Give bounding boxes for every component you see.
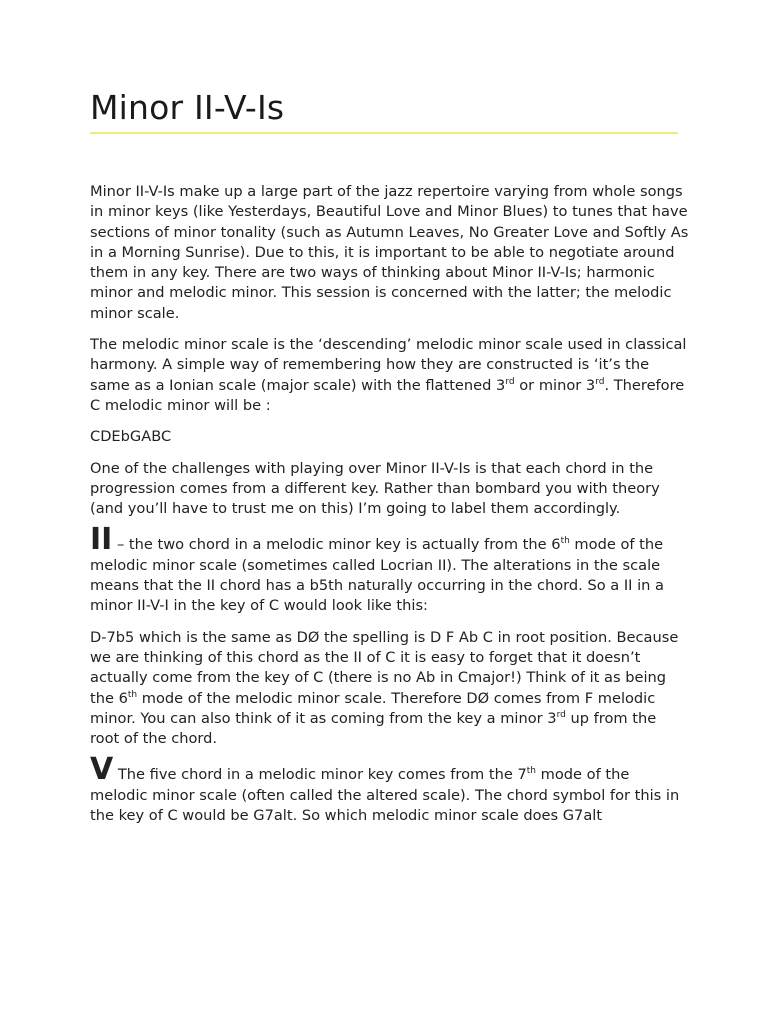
superscript: th	[526, 766, 536, 777]
document-title: Minor II-V-Is	[90, 88, 285, 127]
superscript: rd	[556, 709, 566, 720]
text-run: The melodic minor scale is the ‘descending’ melodic minor scale used in classical harmony. A simple way of remembering how they are constructed is ‘it’s the same as a Ionian scale (major scale) with the flattened 3	[90, 336, 687, 394]
ii-heading: II	[90, 522, 113, 558]
half-diminished-paragraph	[90, 628, 690, 750]
text-run: mode of the melodic minor scale (often called the altered scale). The chord symbol for this in the key of C would be G7alt. So which melodic minor scale does G7alt	[90, 766, 680, 825]
challenges-paragraph: One of the challenges with playing over Minor II-V-Is is that each chord in the progression comes from a different key. Rather than bombard you with theory (and you’ll have to trust me on this) I’m going to label them accordingly.	[90, 459, 660, 518]
document-body	[90, 182, 690, 837]
superscript: rd	[595, 376, 605, 387]
scale-notes: CDEbGABC	[90, 428, 172, 446]
superscript: th	[560, 536, 570, 547]
superscript: rd	[505, 376, 515, 387]
intro-paragraph: Minor II-V-Is make up a large part of the jazz repertoire varying from whole songs in minor keys (like Yesterdays, Beautiful Love and Minor Blues) to tunes that have sections of minor tonality (such as Autumn Leaves, No Greater Love and Softly As in a Morning Sunrise). Due to this, it is important to be able to negotiate around them in any key. There are two ways of thinking about Minor II-V-Is; harmonic minor and melodic minor. This session is concerned with the latter; the melodic minor scale.	[90, 183, 689, 322]
text-run: up from the root of the chord.	[90, 709, 657, 748]
v-heading: V	[90, 752, 114, 788]
ii-chord-paragraph	[90, 522, 690, 616]
melodic-minor-paragraph	[90, 335, 690, 416]
text-run: mode of the melodic minor scale. Therefore DØ comes from F melodic minor. You can also think of it as coming from the key a minor 3	[90, 689, 656, 727]
v-chord-paragraph	[90, 752, 690, 826]
title-underline	[90, 132, 678, 134]
text-run: The five chord in a melodic minor key comes from the 7	[113, 766, 527, 784]
text-run: D-7b5 which is the same as DØ the spelling is D F Ab C in root position. Because we are thinking of this chord as the II of C it is easy to forget that it doesn’t actually come from the key of C (there is no Ab in Cmajor!) Think of it as being the 6	[90, 628, 679, 707]
text-run: – the two chord in a melodic minor key is actually from the 6	[112, 536, 561, 554]
text-run: mode of the melodic minor scale (sometimes called Locrian II). The alterations in the scale means that the II chord has a b5th naturally occurring in the chord. So a II in a minor II-V-I in the key of C would look like this:	[90, 536, 664, 615]
text-run: or minor 3	[514, 376, 596, 394]
text-run: . Therefore C melodic minor will be :	[90, 376, 685, 414]
superscript: th	[127, 689, 138, 700]
